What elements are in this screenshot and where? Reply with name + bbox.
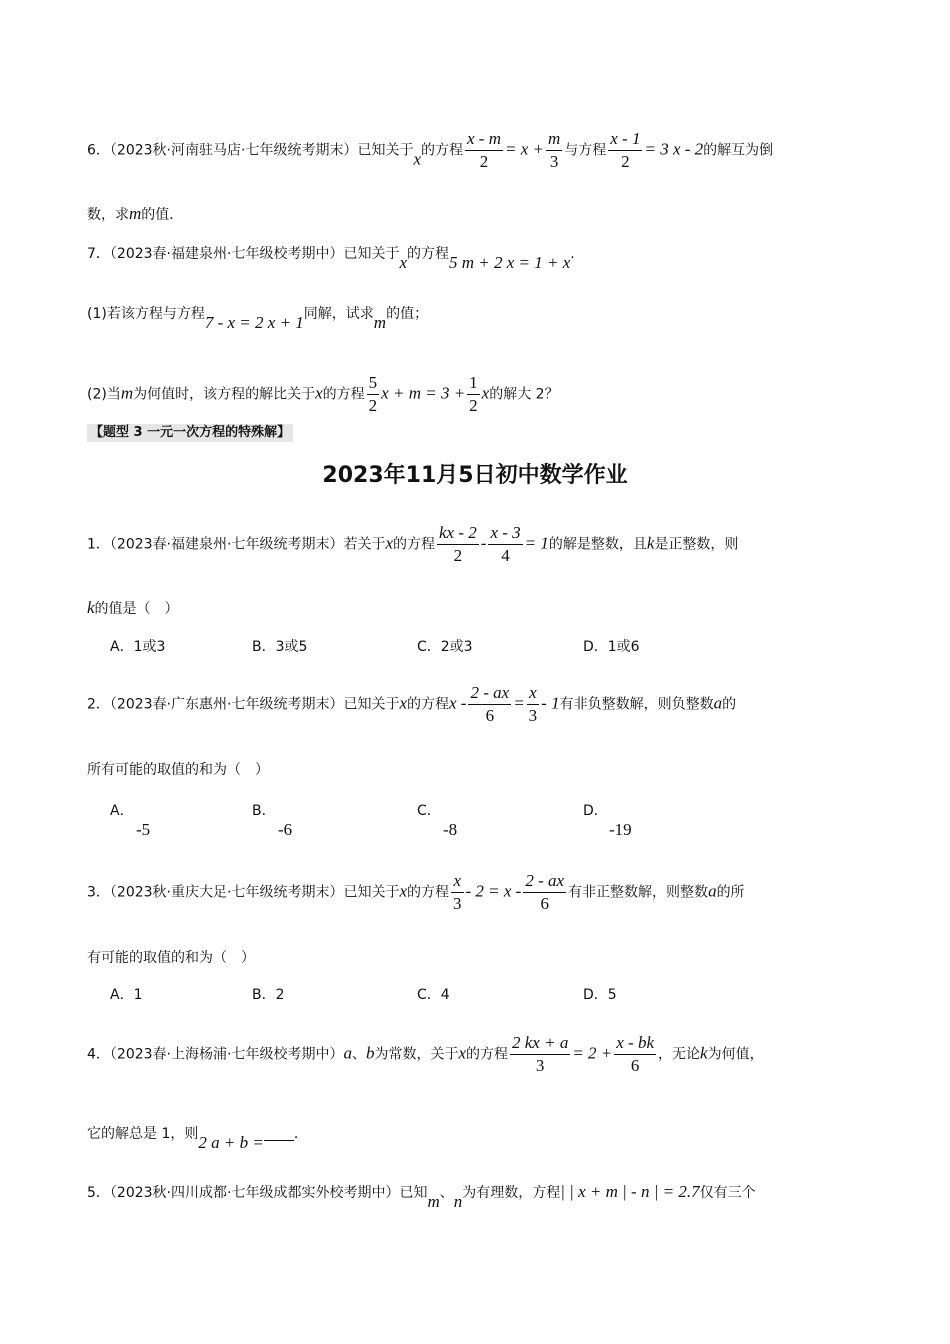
p3-number: 3． bbox=[87, 884, 110, 901]
p3-option-d[interactable]: D．5 bbox=[583, 987, 617, 1003]
p3-line1: 3．（2023秋·重庆大足·七年级统考期末）已知关于x的方程 $\frac{x}{3}$ - 2 = x - $\frac{2 - ax}{6}$ 有非正整数解，则整数a的所 bbox=[87, 871, 745, 913]
p5-source: （2023秋·四川成都·七年级成都实外校考期中）已知 bbox=[109, 1185, 428, 1201]
p1-option-c[interactable]: C．2或3 bbox=[417, 639, 473, 655]
p1-source: （2023春·福建泉州·七年级统考期末）若关于 bbox=[109, 536, 386, 553]
fraction: $\frac{x}{3}$ bbox=[453, 871, 462, 913]
p3-line2: 有可能的取值的和为（ ） bbox=[87, 950, 255, 966]
p2-source: （2023春·广东惠州·七年级统考期末）已知关于 bbox=[109, 696, 400, 713]
fraction: $\frac{kx - 2}{2}$ bbox=[439, 523, 477, 565]
q7-part2: (2)当m为何值时，该方程的解比关于x的方程 $\frac{5}{2}$ x + m = 3 + $\frac{1}{2}$ x的解大 2？ bbox=[87, 373, 559, 415]
p2-option-d[interactable]: D． -19 bbox=[583, 803, 632, 839]
fraction: $\frac{m}{3}$ bbox=[547, 129, 561, 171]
q7-number: 7． bbox=[87, 246, 110, 262]
answer-blank[interactable] bbox=[264, 1128, 294, 1141]
p3-source: （2023秋·重庆大足·七年级统考期末）已知关于 bbox=[109, 884, 400, 901]
fraction: $\frac{x - bk}{6}$ bbox=[616, 1033, 655, 1075]
fraction: $\frac{x - 3}{4}$ bbox=[490, 523, 521, 565]
fraction: $\frac{5}{2}$ bbox=[368, 373, 378, 415]
fraction: $\frac{x - m}{2}$ bbox=[467, 129, 501, 171]
p2-number: 2． bbox=[87, 696, 110, 713]
fraction: $\frac{2 kx + a}{3}$ bbox=[512, 1033, 569, 1075]
p2-option-c[interactable]: C． -8 bbox=[417, 803, 458, 839]
var-x: x bbox=[413, 149, 421, 169]
fraction: $\frac{x - 1}{2}$ bbox=[610, 129, 641, 171]
p4-source: （2023春·上海杨浦·七年级校考期中） bbox=[109, 1046, 344, 1063]
q7-source: （2023春·福建泉州·七年级校考期中）已知关于 bbox=[109, 246, 400, 262]
p2-line2: 所有可能的取值的和为（ ） bbox=[87, 762, 269, 778]
p1-line2: k的值是（ ） bbox=[87, 598, 179, 617]
p2-option-b[interactable]: B． -6 bbox=[252, 803, 293, 839]
fraction: $\frac{x}{3}$ bbox=[528, 683, 538, 725]
p5-line1: 5．（2023秋·四川成都·七年级成都实外校考期中）已知m、n为有理数，方程| | x + m | - n | = 2.7仅有三个 bbox=[87, 1182, 756, 1211]
p1-line1: 1．（2023春·福建泉州·七年级统考期末）若关于x的方程 $\frac{kx - 2}{2}$ - $\frac{x - 3}{4}$ = 1的解是整数，且k是正整数，则 bbox=[87, 523, 739, 565]
q6-source: （2023秋·河南驻马店·七年级统考期末）已知关于 bbox=[109, 142, 414, 159]
fraction: $\frac{2 - ax}{6}$ bbox=[470, 683, 510, 725]
p2-option-a[interactable]: A． -5 bbox=[110, 803, 151, 839]
q7-part1: (1)若该方程与方程7 - x = 2 x + 1同解，试求m的值； bbox=[87, 306, 429, 332]
p5-number: 5． bbox=[87, 1185, 110, 1201]
q6-line2: 数，求m的值． bbox=[87, 204, 184, 223]
fraction: $\frac{1}{2}$ bbox=[469, 373, 478, 415]
p4-line1: 4．（2023春·上海杨浦·七年级校考期中）a、b为常数，关于x的方程 $\frac{2 kx + a}{3}$ = 2 + $\frac{x - bk}{6}$ ，无论k为何值， bbox=[87, 1033, 764, 1075]
p2-line1: 2．（2023春·广东惠州·七年级统考期末）已知关于x的方程x - $\frac{2 - ax}{6}$ = $\frac{x}{3}$ - 1有非负整数解，则负整数a的 bbox=[87, 683, 737, 725]
page-title: 2023年11月5日初中数学作业 bbox=[322, 463, 628, 488]
p3-option-a[interactable]: A．1 bbox=[110, 987, 143, 1003]
q6-line1: 6．（2023秋·河南驻马店·七年级统考期末）已知关于x的方程 $\frac{x - m}{2}$ = x + $\frac{m}{3}$ 与方程 $\frac{x - 1}{2}$ = 3 x - 2的解互为倒 bbox=[87, 129, 774, 171]
p1-number: 1． bbox=[87, 536, 110, 553]
p3-option-c[interactable]: C．4 bbox=[417, 987, 450, 1003]
fraction: $\frac{2 - ax}{6}$ bbox=[525, 871, 565, 913]
q7-line1: 7．（2023春·福建泉州·七年级校考期中）已知关于x的方程5 m + 2 x = 1 + x. bbox=[87, 246, 575, 272]
p3-option-b[interactable]: B．2 bbox=[252, 987, 285, 1003]
p1-option-b[interactable]: B．3或5 bbox=[252, 639, 308, 655]
section-tag: 【题型 3 一元一次方程的特殊解】 bbox=[87, 424, 293, 442]
p4-line2: 它的解总是 1，则2 a + b = ． bbox=[87, 1126, 308, 1152]
p4-number: 4． bbox=[87, 1046, 110, 1063]
q6-number: 6． bbox=[87, 142, 110, 159]
p1-option-a[interactable]: A．1或3 bbox=[110, 639, 166, 655]
p1-option-d[interactable]: D．1或6 bbox=[583, 639, 640, 655]
